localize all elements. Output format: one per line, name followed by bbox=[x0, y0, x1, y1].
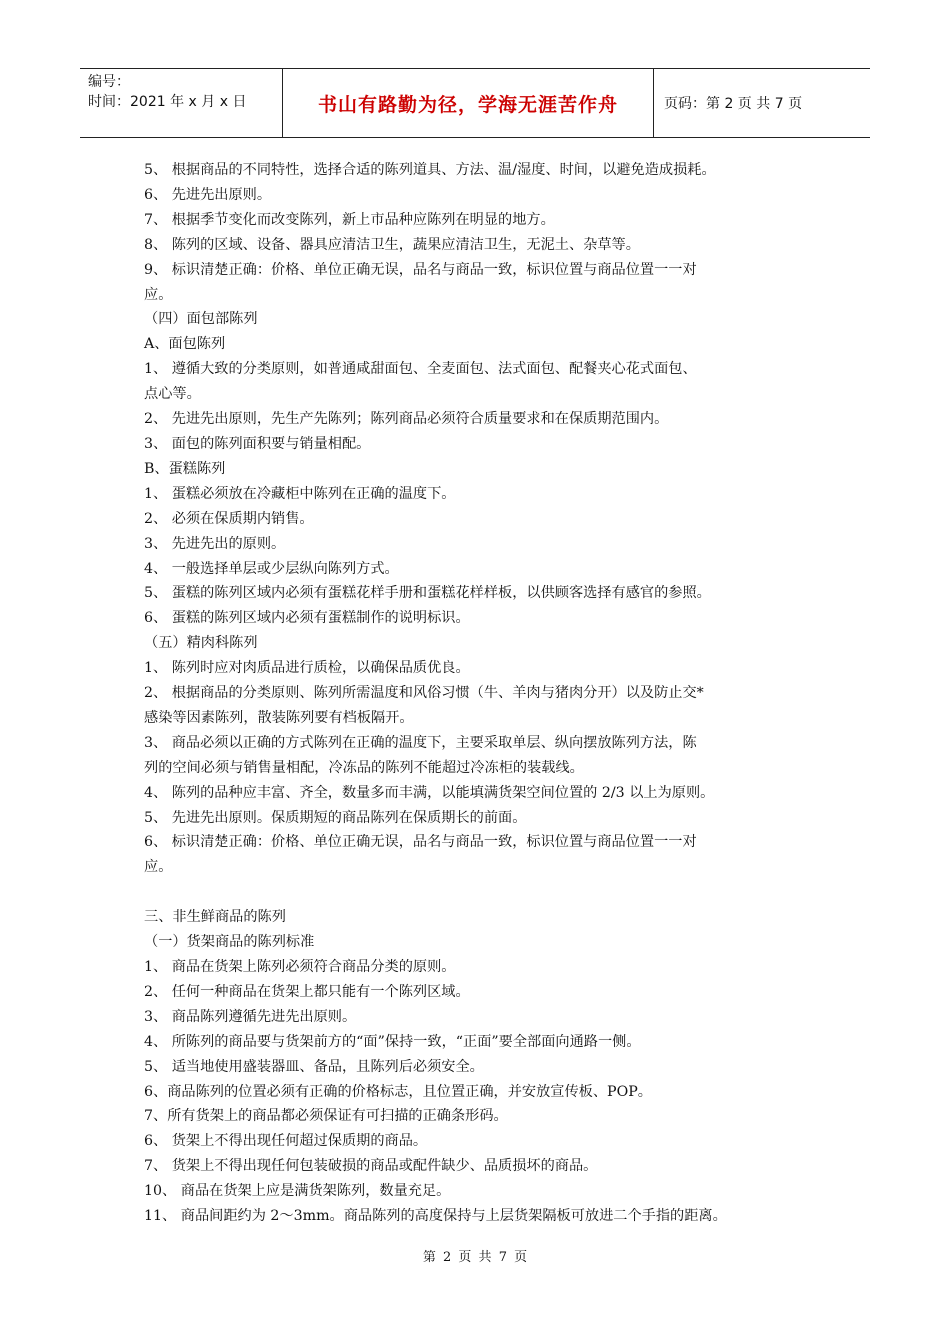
page-header bbox=[80, 68, 870, 138]
text-line: B、蛋糕陈列 bbox=[144, 460, 226, 477]
text-line: 7、 根据季节变化而改变陈列，新上市品种应陈列在明显的地方。 bbox=[144, 211, 555, 228]
text-line: 感染等因素陈列，散装陈列要有档板隔开。 bbox=[144, 709, 414, 726]
text-line: 8、 陈列的区域、设备、器具应清洁卫生，蔬果应清洁卫生，无泥土、杂草等。 bbox=[144, 236, 640, 253]
text-line: 1、 商品在货架上陈列必须符合商品分类的原则。 bbox=[144, 958, 456, 975]
header-motto: 书山有路勤为径，学海无涯苦作舟 bbox=[317, 93, 618, 116]
text-line: 5、 先进先出原则。保质期短的商品陈列在保质期长的前面。 bbox=[144, 809, 527, 826]
text-line: 1、 蛋糕必须放在冷藏柜中陈列在正确的温度下。 bbox=[144, 485, 456, 502]
text-line: 11、 商品间距约为 2～3mm。商品陈列的高度保持与上层货架隔板可放进二个手指的距离。 bbox=[144, 1208, 727, 1225]
date-label: 时间：2021 年 x 月 x 日 bbox=[88, 94, 247, 110]
text-line: 3、 商品必须以正确的方式陈列在正确的温度下，主要采取单层、纵向摆放陈列方法，陈 bbox=[144, 734, 697, 751]
text-line: 5、 适当地使用盛装器皿、备品，且陈列后必须安全。 bbox=[144, 1058, 484, 1075]
text-line: 6、 蛋糕的陈列区域内必须有蛋糕制作的说明标识。 bbox=[144, 610, 470, 627]
text-line: （五）精肉科陈列 bbox=[144, 635, 258, 652]
text-line: 3、 商品陈列遵循先进先出原则。 bbox=[144, 1008, 357, 1025]
header-page-info: 页码：第 2 页 共 7 页 bbox=[664, 96, 803, 112]
text-line: 6、 先进先出原则。 bbox=[144, 186, 272, 203]
blank-line bbox=[144, 880, 824, 905]
document-body bbox=[144, 158, 824, 1229]
header-meta bbox=[80, 69, 283, 137]
header-motto-cell bbox=[283, 69, 654, 137]
text-line: 列的空间必须与销售量相配，冷冻品的陈列不能超过冷冻柜的装载线。 bbox=[144, 759, 584, 776]
text-line: 4、 陈列的品种应丰富、齐全，数量多而丰满，以能填满货架空间位置的 2/3 以上为原则。 bbox=[144, 784, 715, 801]
text-line: 6、 货架上不得出现任何超过保质期的商品。 bbox=[144, 1133, 428, 1150]
text-line: 6、商品陈列的位置必须有正确的价格标志，且位置正确，并安放宣传板、POP。 bbox=[144, 1083, 652, 1100]
text-line: 点心等。 bbox=[144, 386, 201, 403]
number-label: 编号： bbox=[88, 74, 130, 90]
text-line: 2、 根据商品的分类原则、陈列所需温度和风俗习惯（牛、羊肉与猪肉分开）以及防止交* bbox=[144, 685, 704, 702]
text-line: 应。 bbox=[144, 286, 173, 303]
text-line: 9、 标识清楚正确：价格、单位正确无误，品名与商品一致，标识位置与商品位置一一对 bbox=[144, 261, 697, 278]
text-line: 4、 所陈列的商品要与货架前方的“面”保持一致，“正面”要全部面向通路一侧。 bbox=[144, 1033, 641, 1050]
text-line: 7、 货架上不得出现任何包装破损的商品或配件缺少、品质损坏的商品。 bbox=[144, 1158, 598, 1175]
text-line: 3、 面包的陈列面积要与销量相配。 bbox=[144, 435, 371, 452]
text-line: 10、 商品在货架上应是满货架陈列，数量充足。 bbox=[144, 1183, 451, 1200]
text-line: 三、非生鲜商品的陈列 bbox=[144, 909, 286, 926]
text-line: 2、 任何一种商品在货架上都只能有一个陈列区域。 bbox=[144, 983, 470, 1000]
text-line: 5、 根据商品的不同特性，选择合适的陈列道具、方法、温/湿度、时间，以避免造成损耗。 bbox=[144, 162, 716, 178]
text-line: 1、 陈列时应对肉质品进行质检，以确保品质优良。 bbox=[144, 660, 470, 677]
text-line: 4、 一般选择单层或少层纵向陈列方式。 bbox=[144, 560, 399, 577]
text-line: （一）货架商品的陈列标准 bbox=[144, 934, 315, 951]
text-line: 6、 标识清楚正确：价格、单位正确无误，品名与商品一致，标识位置与商品位置一一对 bbox=[144, 834, 697, 851]
text-line: 2、 必须在保质期内销售。 bbox=[144, 510, 314, 527]
text-line: 1、 遵循大致的分类原则，如普通咸甜面包、全麦面包、法式面包、配餐夹心花式面包、 bbox=[144, 361, 697, 378]
text-line: 7、所有货架上的商品都必须保证有可扫描的正确条形码。 bbox=[144, 1108, 508, 1125]
text-line: A、面包陈列 bbox=[144, 336, 226, 353]
page-footer: 第 2 页 共 7 页 bbox=[422, 1250, 528, 1265]
text-line: 5、 蛋糕的陈列区域内必须有蛋糕花样手册和蛋糕花样样板，以供顾客选择有感官的参照。 bbox=[144, 585, 711, 602]
text-line: 应。 bbox=[144, 859, 173, 876]
text-line: 3、 先进先出的原则。 bbox=[144, 535, 286, 552]
text-line: （四）面包部陈列 bbox=[144, 311, 258, 328]
text-line: 2、 先进先出原则，先生产先陈列；陈列商品必须符合质量要求和在保质期范围内。 bbox=[144, 411, 669, 428]
